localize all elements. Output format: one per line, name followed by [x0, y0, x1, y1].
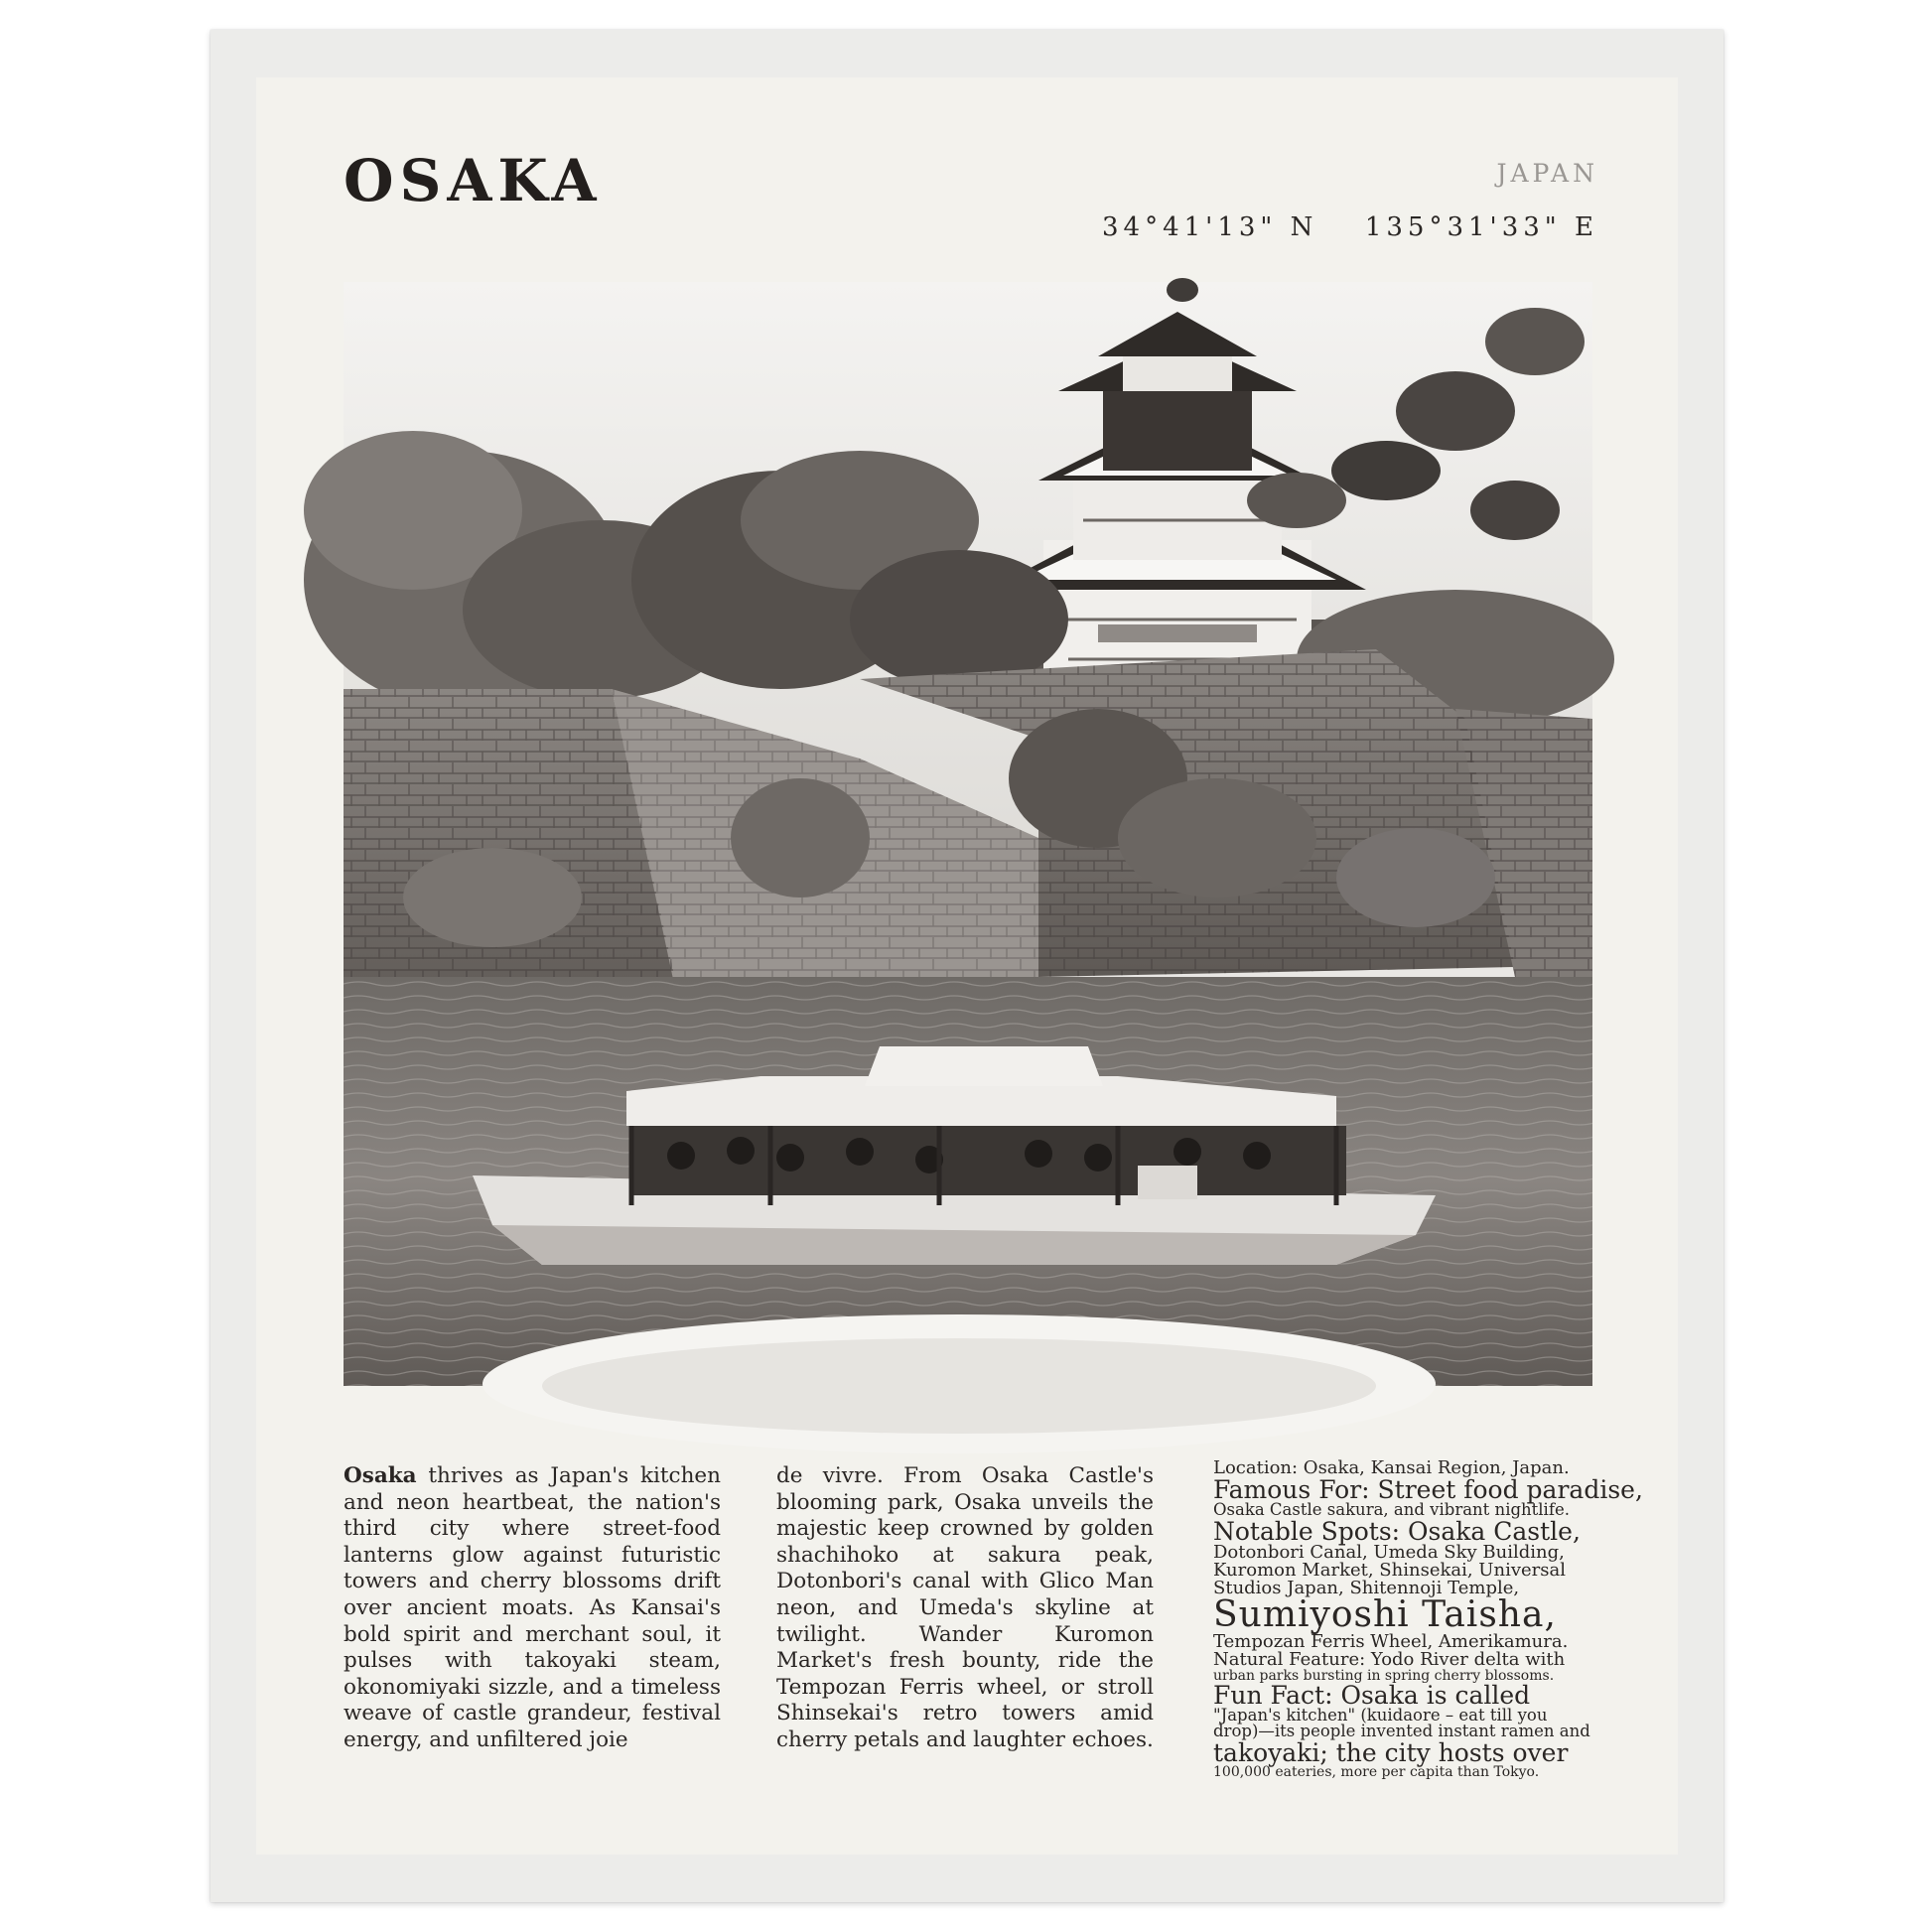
description-column-1: [344, 1463, 721, 1754]
fact-fun-line-2: drop)—its people invented instant ramen and: [1213, 1722, 1590, 1740]
fact-famous-heading: Famous For: Street food paradise,: [1213, 1475, 1643, 1504]
fact-notable-line-1: Dotonbori Canal, Umeda Sky Building,: [1213, 1541, 1565, 1563]
fact-notable-line-3: Studios Japan, Shitennoji Temple,: [1213, 1577, 1520, 1598]
fact-notable-highlight: Sumiyoshi Taisha,: [1213, 1593, 1557, 1635]
fact-location: Location: Osaka, Kansai Region, Japan.: [1213, 1457, 1570, 1478]
description-lead: Osaka: [344, 1463, 417, 1488]
fact-natural-heading: Natural Feature: Yodo River delta with: [1213, 1648, 1566, 1670]
country-label: JAPAN: [1496, 159, 1598, 188]
city-title: OSAKA: [344, 147, 603, 214]
fact-fun-heading: Fun Fact: Osaka is called: [1213, 1680, 1531, 1710]
fact-fun-line-3: takoyaki; the city hosts over: [1213, 1737, 1569, 1767]
castle-moat-boat-photo: [344, 282, 1592, 1386]
description-text-1: thrives as Japan's kitchen and neon heartbeat, the nation's third city where street-food lanterns glow against futuristic towers and cherry blossoms drift over ancient moats. As Kansai's bold spirit and merchant soul, it pulses with takoyaki steam, okonomiyaki sizzle, and a timeless weave of castle grandeur, festival energy, and unfiltered joie: [344, 1463, 721, 1752]
fact-notable-line-2: Kuromon Market, Shinsekai, Universal: [1213, 1559, 1566, 1581]
fact-natural-detail: urban parks bursting in spring cherry blossoms.: [1213, 1667, 1555, 1684]
fact-notable-line-4: Tempozan Ferris Wheel, Amerikamura.: [1213, 1630, 1569, 1652]
facts-panel: [1213, 1457, 1643, 1780]
longitude-label: 135°31'33" E: [1364, 212, 1598, 242]
fact-famous-detail: Osaka Castle sakura, and vibrant nightlife.: [1213, 1500, 1570, 1519]
fact-fun-line-1: "Japan's kitchen" (kuidaore – eat till you: [1213, 1705, 1548, 1725]
fact-notable-heading: Notable Spots: Osaka Castle,: [1213, 1516, 1581, 1546]
fact-fun-line-4: 100,000 eateries, more per capita than Tokyo.: [1213, 1763, 1540, 1780]
latitude-label: 34°41'13" N: [1102, 212, 1318, 242]
description-column-2: de vivre. From Osaka Castle's blooming park, Osaka unveils the majestic keep crowned by golden shachihoko at sakura peak, Dotonbori's canal with Glico Man neon, and Umeda's skyline at twilight. Wander Kuromon Market's fresh bounty, ride the Tempozan Ferris wheel, or stroll Shinsekai's retro towers amid cherry petals and laughter echoes.: [776, 1463, 1154, 1752]
